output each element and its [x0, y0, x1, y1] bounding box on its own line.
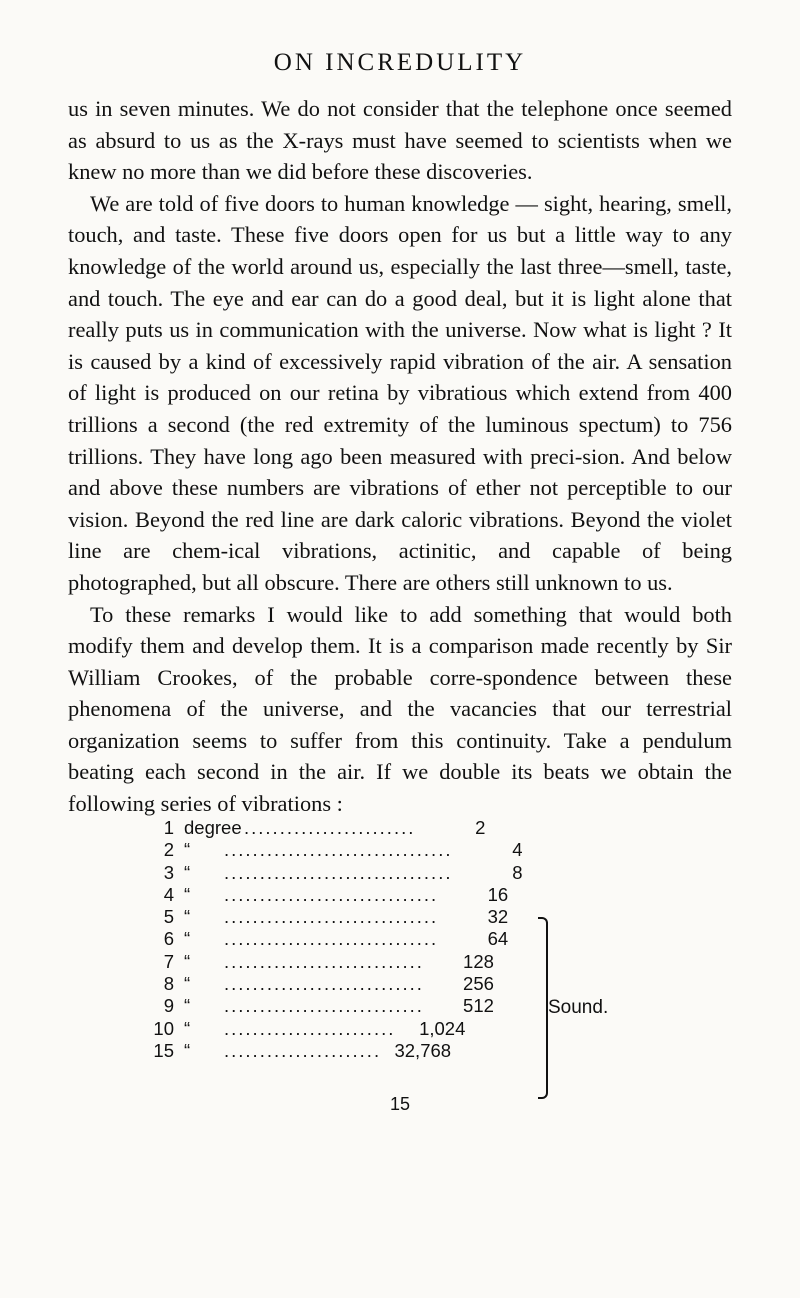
vibration-value: 4 — [512, 839, 523, 861]
degree-number: 2 — [163, 839, 174, 861]
leader-dots: .............................. — [224, 928, 439, 950]
degree-number: 5 — [163, 906, 174, 928]
table-row — [148, 973, 708, 995]
degree-unit: “ — [184, 906, 191, 928]
vibrations-table — [148, 817, 708, 1062]
degree-unit: “ — [184, 883, 191, 905]
degree-unit: “ — [184, 1039, 191, 1061]
table-row — [148, 1040, 708, 1062]
table-row — [148, 951, 708, 973]
degree-unit: “ — [184, 950, 191, 972]
leader-dots: ............................ — [224, 973, 424, 995]
leader-dots: ............................ — [224, 995, 424, 1017]
degree-number: 10 — [153, 1017, 174, 1039]
vibration-value: 256 — [463, 973, 494, 995]
degree-number: 8 — [163, 973, 174, 995]
table-row — [148, 884, 708, 906]
vibration-value: 1,024 — [419, 1017, 466, 1039]
vibration-value: 2 — [475, 817, 486, 838]
degree-unit: “ — [184, 973, 191, 995]
degree-unit: “ — [184, 1017, 191, 1039]
table-row — [148, 839, 708, 861]
vibration-value: 8 — [512, 861, 523, 883]
degree-unit: degree — [184, 817, 242, 838]
degree-number: 6 — [163, 928, 174, 950]
sound-brace — [538, 917, 548, 1099]
leader-dots: ...................... — [224, 1039, 382, 1061]
table-row — [148, 928, 708, 950]
leader-dots: .............................. — [224, 883, 439, 905]
table-row — [148, 906, 708, 928]
degree-unit: “ — [184, 839, 191, 861]
leader-dots: ................................ — [224, 861, 453, 883]
table-row — [148, 862, 708, 884]
vibration-value: 32 — [487, 906, 509, 928]
vibration-value: 16 — [487, 883, 509, 905]
page-number: 15 — [389, 1094, 411, 1114]
vibration-value: 64 — [487, 928, 509, 950]
paragraph-1: us in seven minutes. We do not consider that the telephone once seemed as absurd to us as the X-rays must have seemed to scientists when we knew no more than we did before these discoveries. — [68, 96, 732, 185]
leader-dots: ........................ — [224, 1017, 396, 1039]
body-text — [68, 93, 732, 820]
leader-dots: ............................ — [224, 950, 424, 972]
sound-label: Sound. — [548, 997, 609, 1018]
degree-number: 7 — [163, 950, 174, 972]
degree-unit: “ — [184, 995, 191, 1017]
degree-unit: “ — [184, 861, 191, 883]
degree-unit: “ — [184, 928, 191, 950]
leader-dots: ........................ — [244, 817, 416, 838]
paragraph-3: To these remarks I would like to add something that would both modify them and develop them. It is a comparison made recently by Sir William Crookes, of the probable corre-spondence between these phenomena of the universe, and the vacancies that our terrestrial organization seems to suffer from this continuity. Take a pendulum beating each second in the air. If we double its beats we obtain the following series of vibrations : — [68, 601, 732, 817]
table-row — [148, 1018, 708, 1040]
leader-dots: ................................ — [224, 839, 453, 861]
table-row — [148, 817, 708, 839]
vibration-value: 32,768 — [394, 1039, 452, 1061]
paragraph-2: We are told of five doors to human knowledge — sight, hearing, smell, touch, and taste. These five doors open for us but a little way to any knowledge of the world around us, especially the last three—smell, taste, and touch. The eye and ear can do a good deal, but it is light alone that really puts us in communication with the universe. Now what is light ? It is caused by a kind of excessively rapid vibration of the air. A sensation of light is produced on our retina by vibratious which extend from 400 trillions a second (the red extremity of the luminous spectum) to 756 trillions. They have long ago been measured with preci-sion. And below and above these numbers are vibrations of ether not perceptible to our vision. Beyond the red line are dark caloric vibrations. Beyond the violet line are chem-ical vibrations, actinitic, and capable of being photographed, but all obscure. There are others still unknown to us. — [68, 190, 732, 595]
degree-number: 9 — [163, 995, 174, 1017]
degree-number: 1 — [163, 817, 174, 838]
degree-number: 4 — [163, 883, 174, 905]
running-header: ON INCREDULITY — [273, 49, 527, 76]
vibration-value: 512 — [463, 995, 494, 1017]
degree-number: 15 — [153, 1039, 174, 1061]
table-row — [148, 995, 708, 1017]
degree-number: 3 — [163, 861, 174, 883]
leader-dots: .............................. — [224, 906, 439, 928]
vibration-value: 128 — [463, 950, 494, 972]
